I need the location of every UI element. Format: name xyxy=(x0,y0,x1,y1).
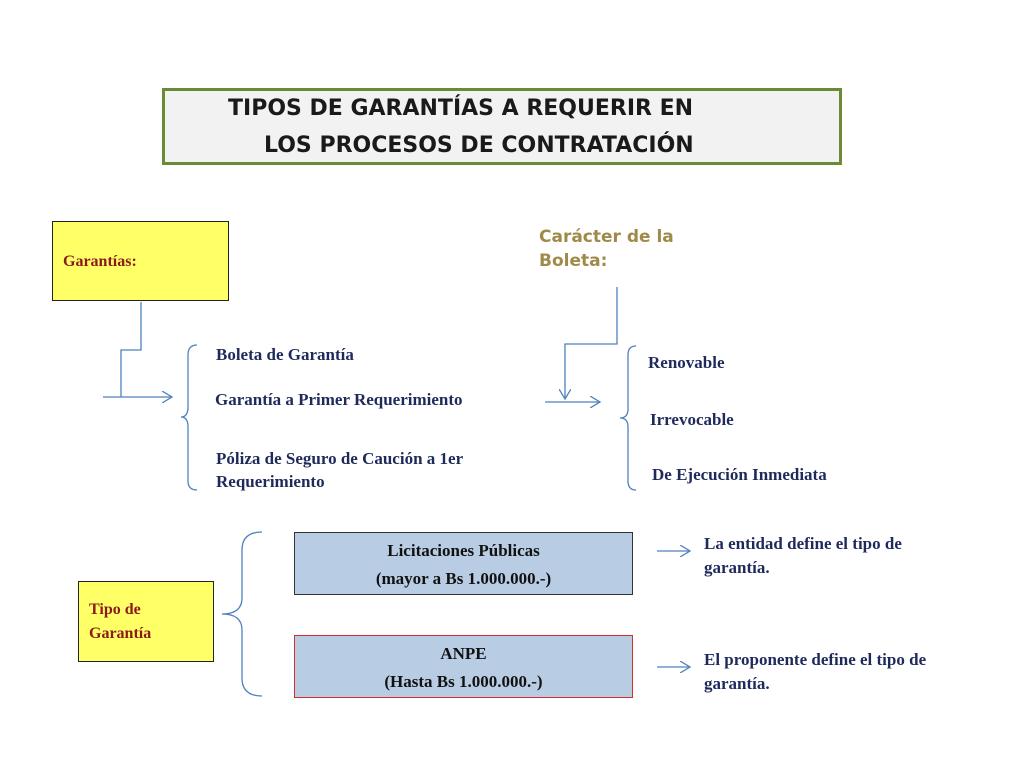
title-line-2: LOS PROCESOS DE CONTRATACIÓN xyxy=(264,133,694,158)
garantia-item-primer-requerimiento: Garantía a Primer Requerimiento xyxy=(215,390,463,409)
caracter-bracket xyxy=(620,346,636,490)
result-entidad-line2: garantía. xyxy=(704,558,770,577)
anpe-line1: ANPE xyxy=(440,644,487,663)
result-proponente-line2: garantía. xyxy=(704,674,770,693)
caracter-label-line1: Carácter de la xyxy=(539,227,674,247)
garantias-connector xyxy=(121,302,141,397)
caracter-item-irrevocable: Irrevocable xyxy=(650,410,734,429)
result-proponente-line1: El proponente define el tipo de xyxy=(704,650,927,669)
anpe-line2: (Hasta Bs 1.000.000.-) xyxy=(384,672,543,691)
caracter-item-renovable: Renovable xyxy=(648,353,725,372)
licitaciones-line2: (mayor a Bs 1.000.000.-) xyxy=(375,569,552,588)
tipo-garantia-box xyxy=(78,581,214,662)
garantias-box xyxy=(52,221,229,301)
garantias-label: Garantías: xyxy=(63,253,137,270)
garantia-item-poliza-line1: Póliza de Seguro de Caución a 1er xyxy=(216,449,464,468)
garantia-item-poliza-line2: Requerimiento xyxy=(216,472,325,491)
caracter-label-line2: Boleta: xyxy=(539,251,608,271)
caracter-label xyxy=(539,225,674,273)
licitaciones-publicas-box xyxy=(294,532,633,595)
tipo-label-line1: Tipo de xyxy=(89,601,141,618)
garantias-bracket xyxy=(181,345,197,490)
caracter-item-ejecucion: De Ejecución Inmediata xyxy=(652,465,827,484)
garantia-item-boleta: Boleta de Garantía xyxy=(216,345,354,364)
title-line-1: TIPOS DE GARANTÍAS A REQUERIR EN xyxy=(228,96,694,121)
licitaciones-line1: Licitaciones Públicas xyxy=(387,541,540,560)
result-entidad-line1: La entidad define el tipo de xyxy=(704,534,902,553)
anpe-box xyxy=(294,635,633,698)
result-entidad xyxy=(704,532,902,580)
tipo-bracket xyxy=(222,532,262,696)
tipo-label-line2: Garantía xyxy=(89,625,152,642)
caracter-connector xyxy=(565,287,617,399)
result-proponente xyxy=(704,648,926,696)
